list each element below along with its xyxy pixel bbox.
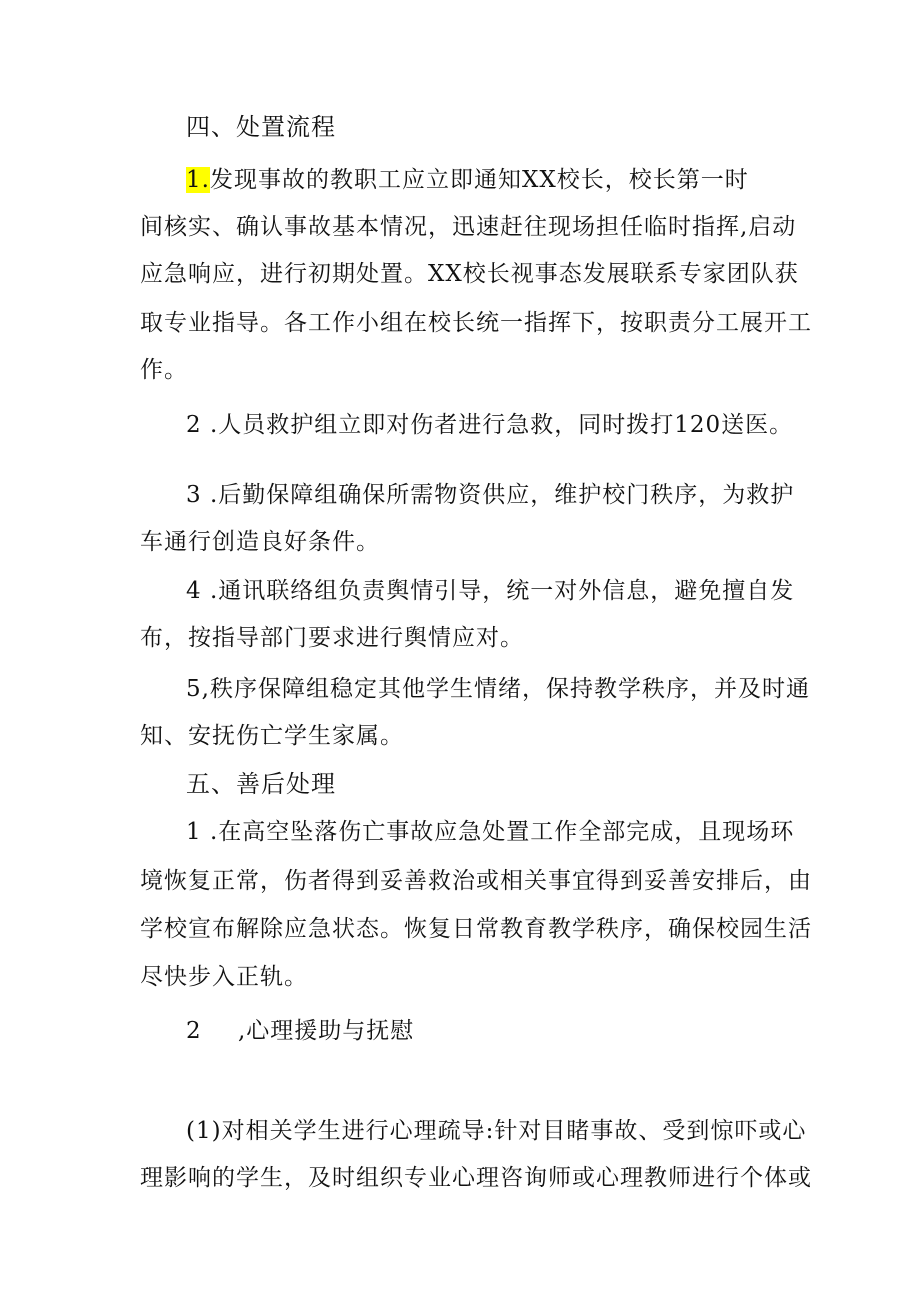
paragraph-line: 1 .在高空坠落伤亡事故应急处置工作全部完成，且现场环 bbox=[186, 819, 795, 845]
paragraph-line: 学校宣布解除应急状态。恢复日常教育教学秩序，确保校园生活 bbox=[140, 916, 812, 942]
paragraph-line bbox=[186, 165, 749, 195]
paragraph-line bbox=[186, 1016, 414, 1046]
section-heading-4: 四、处置流程 bbox=[186, 113, 336, 141]
paragraph-line: 应急响应，进行初期处置。XX校长视事态发展联系专家团队获 bbox=[140, 261, 799, 287]
paragraph-line: 3 .后勤保障组确保所需物资供应，维护校门秩序，为救护 bbox=[186, 482, 795, 508]
paragraph-line: 布，按指导部门要求进行舆情应对。 bbox=[140, 625, 524, 651]
paragraph-line: 知、安抚伤亡学生家属。 bbox=[140, 723, 404, 749]
paragraph-line: 5,秩序保障组稳定其他学生情绪，保持教学秩序，并及时通 bbox=[186, 676, 810, 702]
highlighted-number: 1. bbox=[186, 167, 210, 193]
paragraph-line: (1)对相关学生进行心理疏导:针对目睹事故、受到惊吓或心 bbox=[186, 1118, 807, 1144]
paragraph-text: 发现事故的教职工应立即通知XX校长，校长第一时 bbox=[209, 167, 749, 193]
paragraph-line: 间核实、确认事故基本情况，迅速赶往现场担任临时指挥,启动 bbox=[140, 214, 797, 240]
section-heading-5: 五、善后处理 bbox=[186, 770, 336, 798]
paragraph-line: 2 .人员救护组立即对伤者进行急救，同时拨打120送医。 bbox=[186, 412, 794, 438]
paragraph-line: 4 .通讯联络组负责舆情引导，统一对外信息，避免擅自发 bbox=[186, 578, 795, 604]
paragraph-line: 理影响的学生，及时组织专业心理咨询师或心理教师进行个体或 bbox=[140, 1165, 812, 1191]
item-number: 2 bbox=[186, 1018, 202, 1044]
subheading-text: ,心理援助与抚慰 bbox=[238, 1018, 415, 1044]
paragraph-line: 尽快步入正轨。 bbox=[140, 964, 308, 990]
paragraph-line: 车通行创造良好条件。 bbox=[140, 529, 380, 555]
paragraph-line: 作。 bbox=[140, 357, 188, 383]
paragraph-line: 取专业指导。各工作小组在校长统一指挥下，按职责分工展开工 bbox=[140, 310, 812, 336]
paragraph-line: 境恢复正常，伤者得到妥善救治或相关事宜得到妥善安排后，由 bbox=[140, 868, 812, 894]
